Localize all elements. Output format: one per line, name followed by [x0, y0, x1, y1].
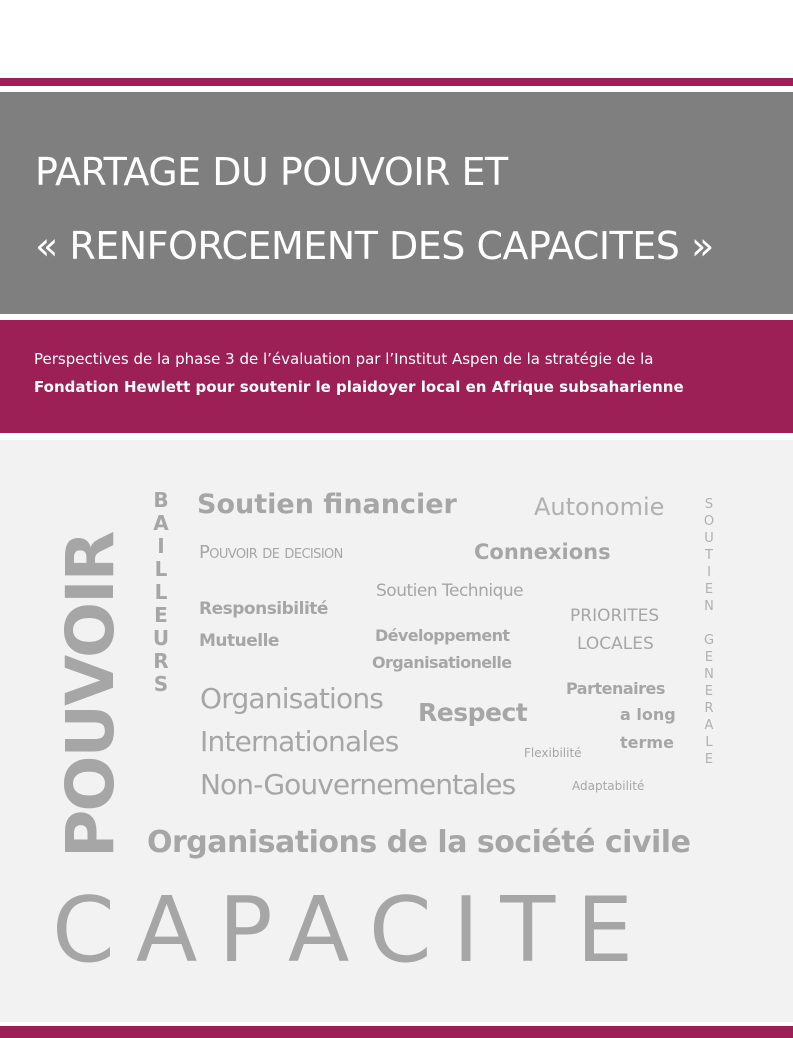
vertical-letter: N	[704, 599, 714, 614]
title-line-2: « RENFORCEMENT DES CAPACITES »	[35, 224, 714, 268]
vertical-letter: U	[704, 531, 714, 546]
word-flexibilite: Flexibilité	[524, 746, 582, 760]
word-partenaires: Partenaires	[566, 679, 665, 698]
vertical-letter: G	[703, 633, 715, 648]
vertical-letter: R	[153, 649, 169, 673]
vertical-letter: E	[704, 650, 714, 665]
word-societe-civile: Organisations de la société civile	[147, 825, 691, 860]
word-organisations: Organisations	[200, 682, 384, 715]
vertical-letter: S	[704, 497, 714, 512]
vertical-letter	[700, 617, 718, 630]
subtitle-line-2: Fondation Hewlett pour soutenir le plaidoyer local en Afrique subsaharienne	[34, 378, 684, 396]
word-priorites: PRIORITES	[570, 606, 660, 626]
word-autonomie: Autonomie	[534, 493, 665, 521]
vertical-letter: R	[704, 701, 714, 716]
title-band	[0, 92, 793, 314]
word-developpement: Développement	[375, 626, 510, 645]
title-line-1: PARTAGE DU POUVOIR ET	[35, 150, 508, 194]
top-accent-rule	[0, 78, 793, 86]
vertical-letter: A	[153, 511, 169, 535]
bottom-accent-rule	[0, 1026, 793, 1038]
vertical-letter: E	[704, 684, 714, 699]
vertical-letter: U	[152, 626, 170, 650]
word-cloud	[0, 440, 793, 1022]
word-pouvoir-decision: Pouvoir de decision	[199, 542, 343, 563]
word-internationales: Internationales	[200, 725, 399, 758]
word-organisationelle: Organisationelle	[372, 653, 512, 672]
word-soutien-technique: Soutien Technique	[376, 581, 524, 601]
word-non-gouvernementales: Non-Gouvernementales	[200, 768, 516, 801]
word-capacite: CAPACITE	[52, 878, 655, 983]
vertical-letter: I	[157, 534, 165, 558]
word-connexions: Connexions	[474, 540, 611, 564]
vertical-letter: B	[153, 488, 169, 512]
vertical-letter: E	[704, 752, 714, 767]
vertical-letter: N	[704, 667, 714, 682]
word-mutuelle: Mutuelle	[199, 631, 279, 651]
word-locales: LOCALES	[577, 634, 654, 654]
subtitle-line-1: Perspectives de la phase 3 de l’évaluation par l’Institut Aspen de la stratégie de la	[34, 350, 654, 368]
vertical-letter: O	[703, 514, 715, 529]
vertical-letter: E	[154, 603, 168, 627]
vertical-letter: L	[705, 735, 713, 750]
word-a-long: a long	[620, 705, 676, 724]
vertical-letter: S	[153, 672, 169, 696]
subtitle-band	[0, 320, 793, 433]
vertical-letter: A	[704, 718, 714, 733]
word-responsabilite: Responsibilité	[199, 599, 328, 619]
word-soutien-financier: Soutien financier	[197, 489, 457, 520]
vertical-letter: L	[154, 557, 168, 581]
word-terme: terme	[620, 733, 674, 752]
word-soutien-generale	[700, 498, 718, 770]
vertical-letter: L	[154, 580, 168, 604]
word-respect: Respect	[418, 698, 528, 727]
word-pouvoir: POUVOIR	[52, 532, 129, 858]
vertical-letter: I	[707, 565, 711, 580]
vertical-letter: E	[704, 582, 714, 597]
word-adaptabilite: Adaptabilité	[572, 779, 645, 793]
word-bailleurs	[148, 490, 174, 697]
vertical-letter: T	[705, 548, 713, 563]
